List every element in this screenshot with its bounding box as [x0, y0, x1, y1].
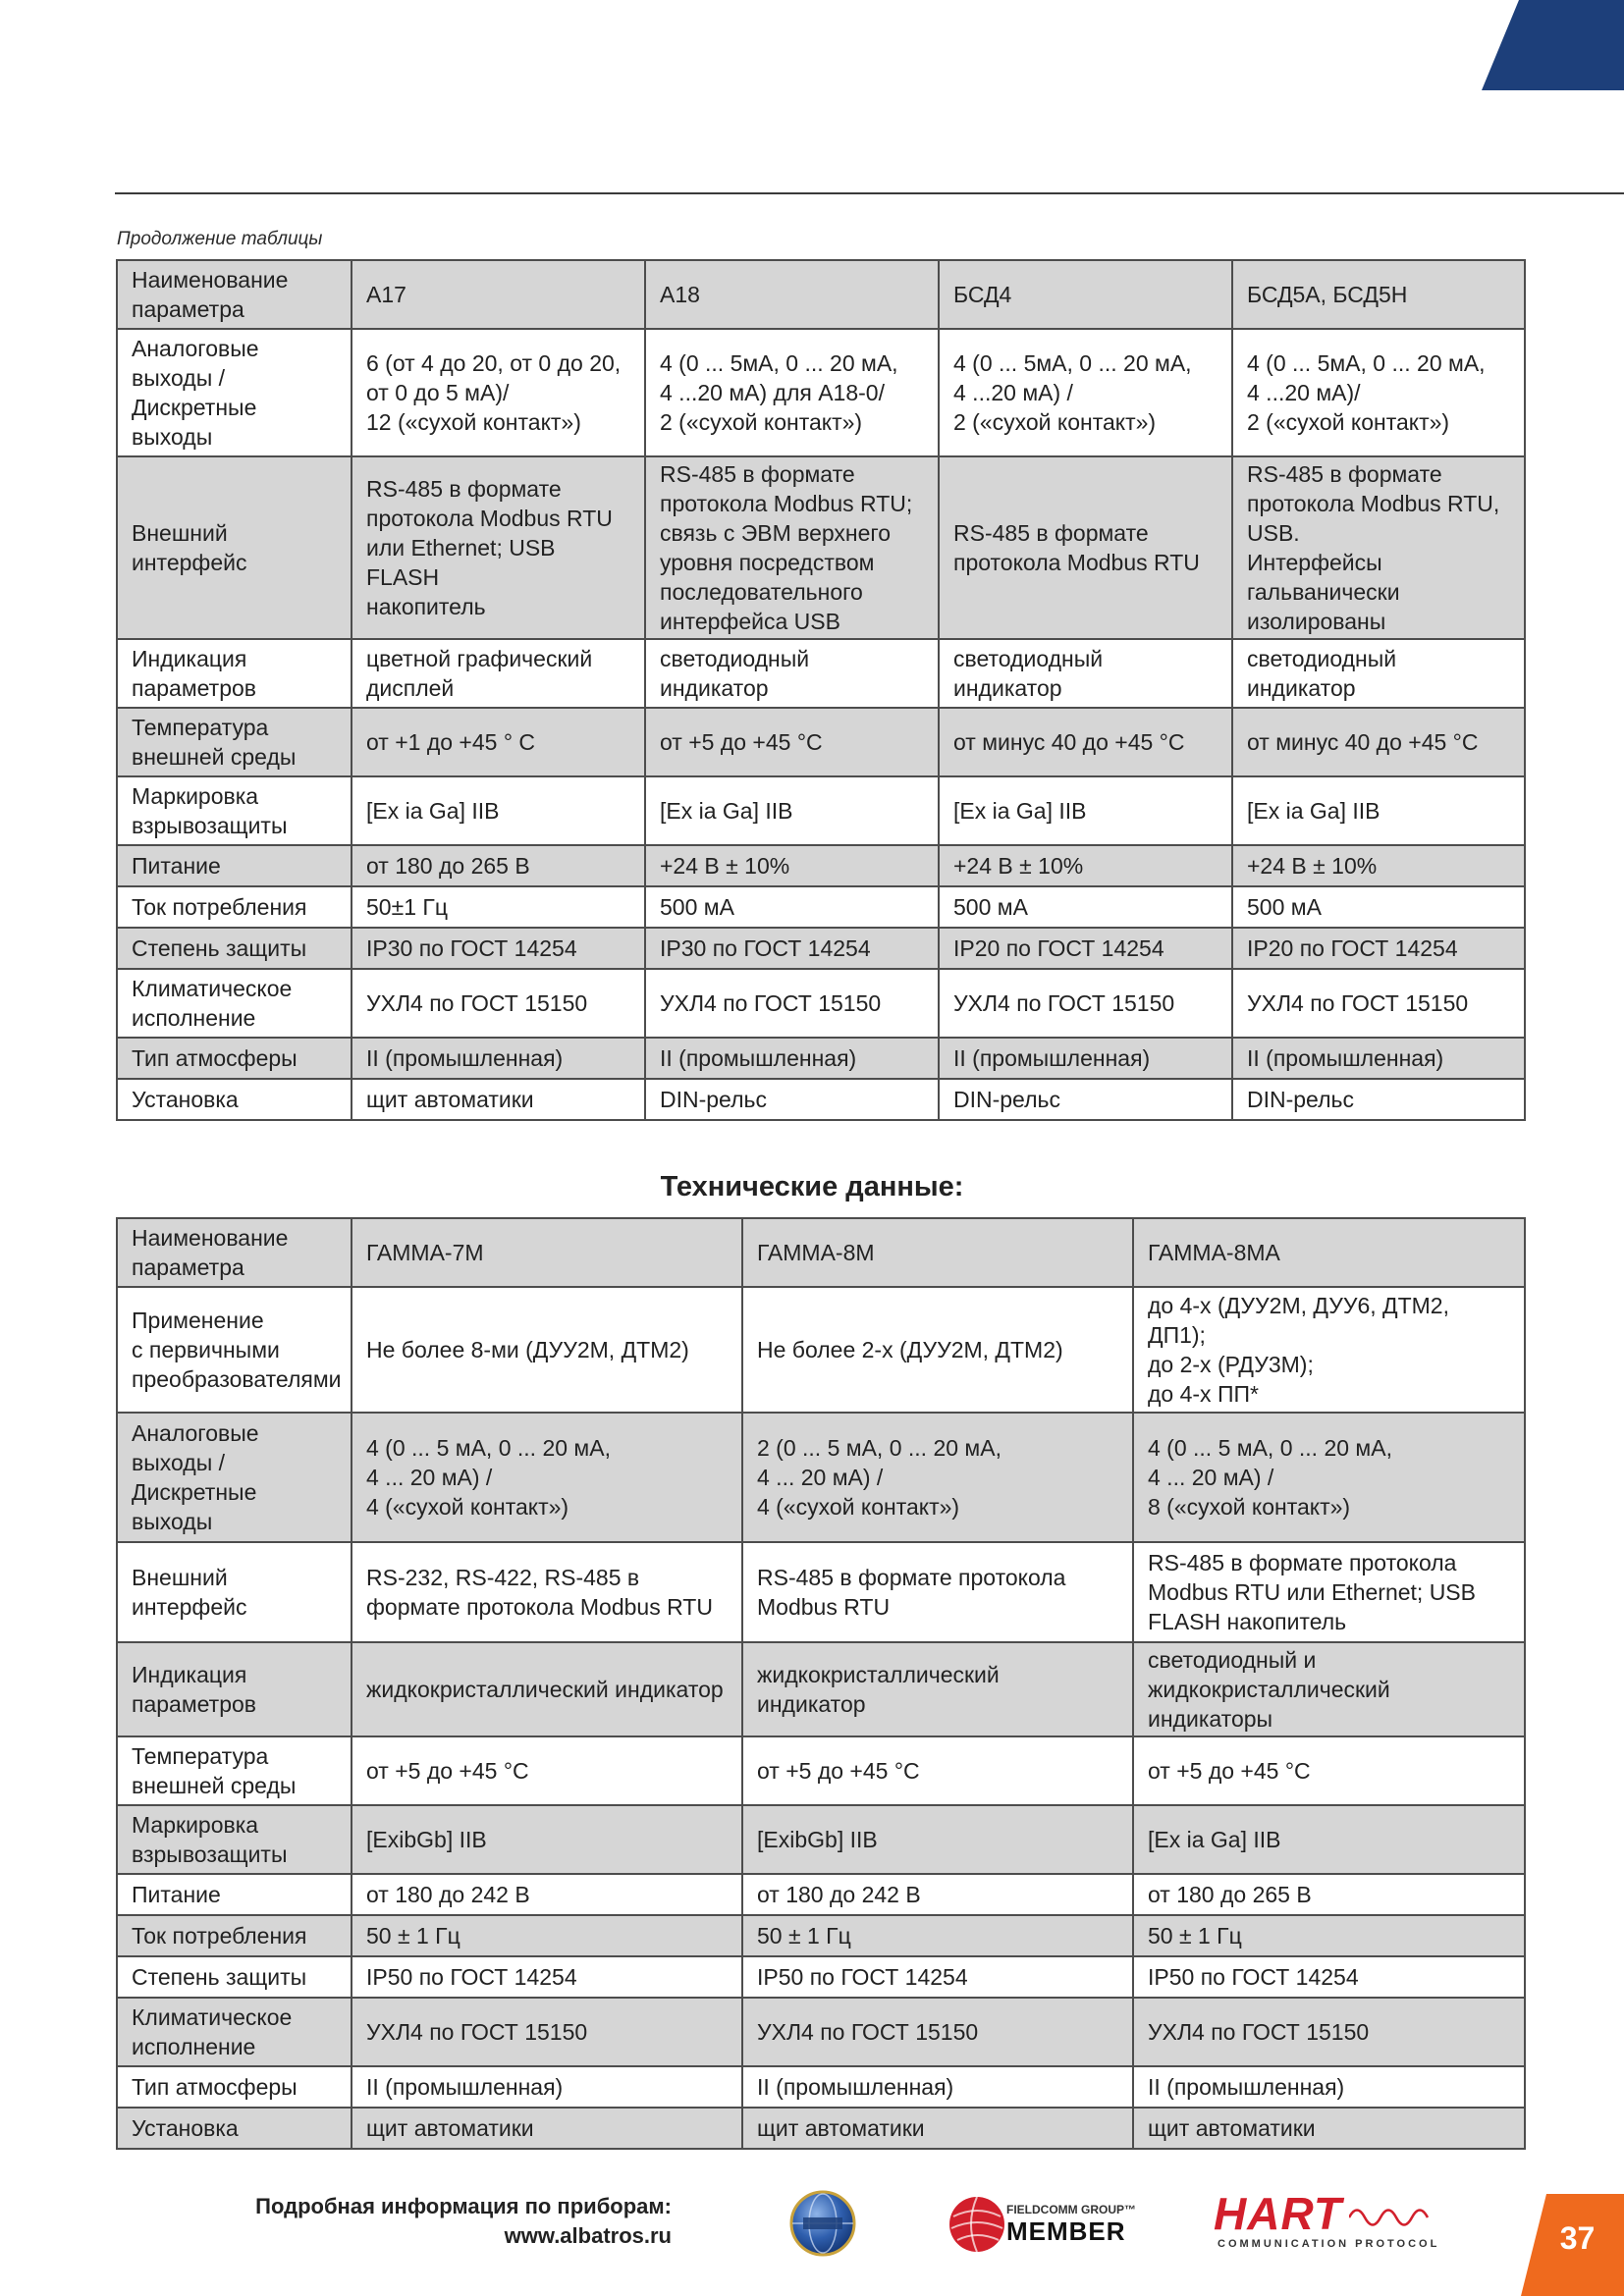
hart-protocol-logo: [1214, 2188, 1449, 2256]
parameter-value-cell: УХЛ4 по ГОСТ 15150: [352, 1998, 742, 2066]
table-row: [117, 1079, 1525, 1120]
parameter-value-cell: II (промышленная): [352, 1038, 645, 1079]
parameter-value-cell: от минус 40 до +45 °С: [1232, 708, 1525, 776]
parameter-value-cell: IP50 по ГОСТ 14254: [742, 1956, 1133, 1998]
parameter-value-cell: II (промышленная): [1133, 2066, 1525, 2108]
parameter-value-cell: DIN-рельс: [645, 1079, 939, 1120]
parameter-value-cell: БСД5А, БСД5Н: [1232, 260, 1525, 329]
parameter-value-cell: IP30 по ГОСТ 14254: [352, 928, 645, 969]
parameter-name-cell: Тип атмосферы: [117, 1038, 352, 1079]
parameter-value-cell: БСД4: [939, 260, 1232, 329]
parameter-value-cell: RS-485 в формате протокола Modbus RTU: [939, 456, 1232, 639]
parameter-value-cell: RS-485 в формате протокола Modbus RTU или Ethernet; USB FLASH накопитель: [352, 456, 645, 639]
parameter-value-cell: Не более 2-х (ДУУ2М, ДТМ2): [742, 1287, 1133, 1413]
parameter-value-cell: [Ex ia Ga] IIB: [939, 776, 1232, 845]
parameter-name-cell: Ток потребления: [117, 886, 352, 928]
parameter-value-cell: RS-485 в формате протокола Modbus RTU; связь с ЭВМ верхнего уровня посредством последовательного интерфейса USB: [645, 456, 939, 639]
table-row: [117, 1642, 1525, 1736]
table-row: [117, 329, 1525, 456]
parameter-value-cell: II (промышленная): [742, 2066, 1133, 2108]
table-row: [117, 1542, 1525, 1642]
parameter-name-cell: Применение с первичными преобразователями: [117, 1287, 352, 1413]
parameter-value-cell: [Ex ia Ga] IIB: [1232, 776, 1525, 845]
parameter-name-cell: Температура внешней среды: [117, 708, 352, 776]
parameter-name-cell: Степень защиты: [117, 928, 352, 969]
parameter-name-cell: Маркировка взрывозащиты: [117, 776, 352, 845]
parameter-name-cell: Внешний интерфейс: [117, 1542, 352, 1642]
parameter-value-cell: светодиодный индикатор: [939, 639, 1232, 708]
parameter-value-cell: от 180 до 242 В: [352, 1874, 742, 1915]
parameter-value-cell: от +5 до +45 °С: [645, 708, 939, 776]
parameter-value-cell: Не более 8-ми (ДУУ2М, ДТМ2): [352, 1287, 742, 1413]
parameter-value-cell: IP50 по ГОСТ 14254: [1133, 1956, 1525, 1998]
parameter-value-cell: жидкокристаллический индикатор: [742, 1642, 1133, 1736]
table-row: [117, 456, 1525, 639]
parameter-value-cell: RS-485 в формате протокола Modbus RTU, USB. Интерфейсы гальванически изолированы: [1232, 456, 1525, 639]
parameter-value-cell: щит автоматики: [742, 2108, 1133, 2149]
parameter-value-cell: 50 ± 1 Гц: [742, 1915, 1133, 1956]
parameter-value-cell: от 180 до 265 В: [352, 845, 645, 886]
parameter-name-cell: Климатическое исполнение: [117, 1998, 352, 2066]
specs-table-2: [116, 1217, 1526, 2150]
footer-info-line: Подробная информация по приборам:: [255, 2194, 672, 2218]
parameter-value-cell: RS-485 в формате протокола Modbus RTU или Ethernet; USB FLASH накопитель: [1133, 1542, 1525, 1642]
parameter-value-cell: от 180 до 242 В: [742, 1874, 1133, 1915]
parameter-value-cell: от минус 40 до +45 °С: [939, 708, 1232, 776]
hart-wordmark: HART: [1214, 2188, 1342, 2239]
parameter-value-cell: [Ex ia Ga] IIB: [1133, 1805, 1525, 1874]
hart-wave-icon: [1349, 2201, 1437, 2234]
parameter-value-cell: II (промышленная): [645, 1038, 939, 1079]
table-row: [117, 1218, 1525, 1287]
parameter-value-cell: 50 ± 1 Гц: [352, 1915, 742, 1956]
table-row: [117, 1038, 1525, 1079]
parameter-value-cell: УХЛ4 по ГОСТ 15150: [352, 969, 645, 1038]
parameter-value-cell: DIN-рельс: [1232, 1079, 1525, 1120]
parameter-value-cell: 4 (0 ... 5мА, 0 ... 20 мА, 4 ...20 мА) / 2 («сухой контакт»): [939, 329, 1232, 456]
parameter-value-cell: от +5 до +45 °С: [742, 1736, 1133, 1805]
fieldcomm-member-label: MEMBER: [1006, 2216, 1126, 2246]
table-row: [117, 1874, 1525, 1915]
parameter-value-cell: от +5 до +45 °С: [352, 1736, 742, 1805]
table-row: [117, 845, 1525, 886]
fieldcomm-group-label: FIELDCOMM GROUP™: [1006, 2203, 1136, 2216]
parameter-name-cell: Наименование параметра: [117, 1218, 352, 1287]
parameter-value-cell: +24 В ± 10%: [645, 845, 939, 886]
parameter-value-cell: щит автоматики: [352, 2108, 742, 2149]
table-row: [117, 1413, 1525, 1542]
section-title: Технические данные:: [660, 1171, 964, 1202]
specs-table-1: [116, 259, 1526, 1121]
parameter-value-cell: ГАММА-7М: [352, 1218, 742, 1287]
table-row: [117, 1736, 1525, 1805]
parameter-value-cell: 4 (0 ... 5мА, 0 ... 20 мА, 4 ...20 мА)/ 2 («сухой контакт»): [1232, 329, 1525, 456]
parameter-value-cell: 50 ± 1 Гц: [1133, 1915, 1525, 1956]
table-row: [117, 708, 1525, 776]
parameter-name-cell: Тип атмосферы: [117, 2066, 352, 2108]
parameter-name-cell: Ток потребления: [117, 1915, 352, 1956]
parameter-value-cell: 2 (0 ... 5 мА, 0 ... 20 мА, 4 ... 20 мА) / 4 («сухой контакт»): [742, 1413, 1133, 1542]
parameter-value-cell: от +5 до +45 °С: [1133, 1736, 1525, 1805]
parameter-name-cell: Питание: [117, 1874, 352, 1915]
parameter-value-cell: щит автоматики: [352, 1079, 645, 1120]
footer-website-link[interactable]: www.albatros.ru: [504, 2223, 672, 2248]
parameter-value-cell: 500 мА: [645, 886, 939, 928]
parameter-value-cell: от +1 до +45 ° С: [352, 708, 645, 776]
parameter-value-cell: светодиодный и жидкокристаллический индикаторы: [1133, 1642, 1525, 1736]
parameter-value-cell: УХЛ4 по ГОСТ 15150: [742, 1998, 1133, 2066]
parameter-name-cell: Аналоговые выходы / Дискретные выходы: [117, 1413, 352, 1542]
parameter-value-cell: II (промышленная): [939, 1038, 1232, 1079]
parameter-value-cell: цветной графический дисплей: [352, 639, 645, 708]
parameter-name-cell: Индикация параметров: [117, 639, 352, 708]
parameter-value-cell: УХЛ4 по ГОСТ 15150: [645, 969, 939, 1038]
parameter-value-cell: УХЛ4 по ГОСТ 15150: [939, 969, 1232, 1038]
parameter-value-cell: DIN-рельс: [939, 1079, 1232, 1120]
parameter-value-cell: ГАММА-8МА: [1133, 1218, 1525, 1287]
table-row: [117, 1287, 1525, 1413]
table-row: [117, 1915, 1525, 1956]
corner-decoration: [1482, 0, 1624, 90]
parameter-name-cell: Степень защиты: [117, 1956, 352, 1998]
parameter-value-cell: А17: [352, 260, 645, 329]
table-row: [117, 2066, 1525, 2108]
table-row: [117, 776, 1525, 845]
header-rule: [115, 192, 1624, 194]
parameter-value-cell: ГАММА-8М: [742, 1218, 1133, 1287]
fieldcomm-member-logo: [946, 2191, 1142, 2258]
table-row: [117, 2108, 1525, 2149]
parameter-value-cell: [ExibGb] IIB: [352, 1805, 742, 1874]
table-row: [117, 886, 1525, 928]
parameter-value-cell: II (промышленная): [352, 2066, 742, 2108]
parameter-name-cell: Климатическое исполнение: [117, 969, 352, 1038]
parameter-name-cell: Маркировка взрывозащиты: [117, 1805, 352, 1874]
parameter-value-cell: 50±1 Гц: [352, 886, 645, 928]
parameter-value-cell: IP50 по ГОСТ 14254: [352, 1956, 742, 1998]
parameter-value-cell: II (промышленная): [1232, 1038, 1525, 1079]
parameter-value-cell: RS-485 в формате протокола Modbus RTU: [742, 1542, 1133, 1642]
parameter-name-cell: Питание: [117, 845, 352, 886]
parameter-value-cell: жидкокристаллический индикатор: [352, 1642, 742, 1736]
parameter-value-cell: от 180 до 265 В: [1133, 1874, 1525, 1915]
parameter-name-cell: Внешний интерфейс: [117, 456, 352, 639]
table-row: [117, 260, 1525, 329]
parameter-value-cell: щит автоматики: [1133, 2108, 1525, 2149]
parameter-value-cell: 500 мА: [1232, 886, 1525, 928]
hart-subtitle: COMMUNICATION PROTOCOL: [1218, 2238, 1440, 2250]
parameter-value-cell: 4 (0 ... 5мА, 0 ... 20 мА, 4 ...20 мА) для А18-0/ 2 («сухой контакт»): [645, 329, 939, 456]
parameter-value-cell: RS-232, RS-422, RS-485 в формате протокола Modbus RTU: [352, 1542, 742, 1642]
parameter-value-cell: УХЛ4 по ГОСТ 15150: [1133, 1998, 1525, 2066]
parameter-value-cell: IP30 по ГОСТ 14254: [645, 928, 939, 969]
table-row: [117, 639, 1525, 708]
parameter-value-cell: IP20 по ГОСТ 14254: [1232, 928, 1525, 969]
parameter-value-cell: +24 В ± 10%: [1232, 845, 1525, 886]
parameter-value-cell: 500 мА: [939, 886, 1232, 928]
footer-info: [177, 2192, 672, 2251]
page-number: 37: [1559, 2220, 1596, 2256]
parameter-value-cell: до 4-х (ДУУ2М, ДУУ6, ДТМ2, ДП1); до 2-х (РДУ3М); до 4-х ПП*: [1133, 1287, 1525, 1413]
parameter-value-cell: УХЛ4 по ГОСТ 15150: [1232, 969, 1525, 1038]
parameter-name-cell: Индикация параметров: [117, 1642, 352, 1736]
table-continuation-caption: Продолжение таблицы: [117, 229, 323, 249]
parameter-value-cell: 4 (0 ... 5 мА, 0 ... 20 мА, 4 ... 20 мА) / 4 («сухой контакт»): [352, 1413, 742, 1542]
parameter-value-cell: [Ex ia Ga] IIB: [645, 776, 939, 845]
table-row: [117, 1805, 1525, 1874]
parameter-value-cell: +24 В ± 10%: [939, 845, 1232, 886]
globe-logo-icon: [789, 2190, 856, 2257]
parameter-name-cell: Установка: [117, 2108, 352, 2149]
parameter-value-cell: А18: [645, 260, 939, 329]
table-row: [117, 1998, 1525, 2066]
parameter-value-cell: [ExibGb] IIB: [742, 1805, 1133, 1874]
table-row: [117, 969, 1525, 1038]
parameter-value-cell: [Ex ia Ga] IIB: [352, 776, 645, 845]
parameter-value-cell: 6 (от 4 до 20, от 0 до 20, от 0 до 5 мА)/ 12 («сухой контакт»): [352, 329, 645, 456]
parameter-name-cell: Температура внешней среды: [117, 1736, 352, 1805]
parameter-value-cell: светодиодный индикатор: [1232, 639, 1525, 708]
parameter-name-cell: Аналоговые выходы / Дискретные выходы: [117, 329, 352, 456]
parameter-value-cell: светодиодный индикатор: [645, 639, 939, 708]
parameter-value-cell: IP20 по ГОСТ 14254: [939, 928, 1232, 969]
parameter-name-cell: Установка: [117, 1079, 352, 1120]
table-row: [117, 1956, 1525, 1998]
parameter-name-cell: Наименование параметра: [117, 260, 352, 329]
parameter-value-cell: 4 (0 ... 5 мА, 0 ... 20 мА, 4 ... 20 мА) / 8 («сухой контакт»): [1133, 1413, 1525, 1542]
table-row: [117, 928, 1525, 969]
